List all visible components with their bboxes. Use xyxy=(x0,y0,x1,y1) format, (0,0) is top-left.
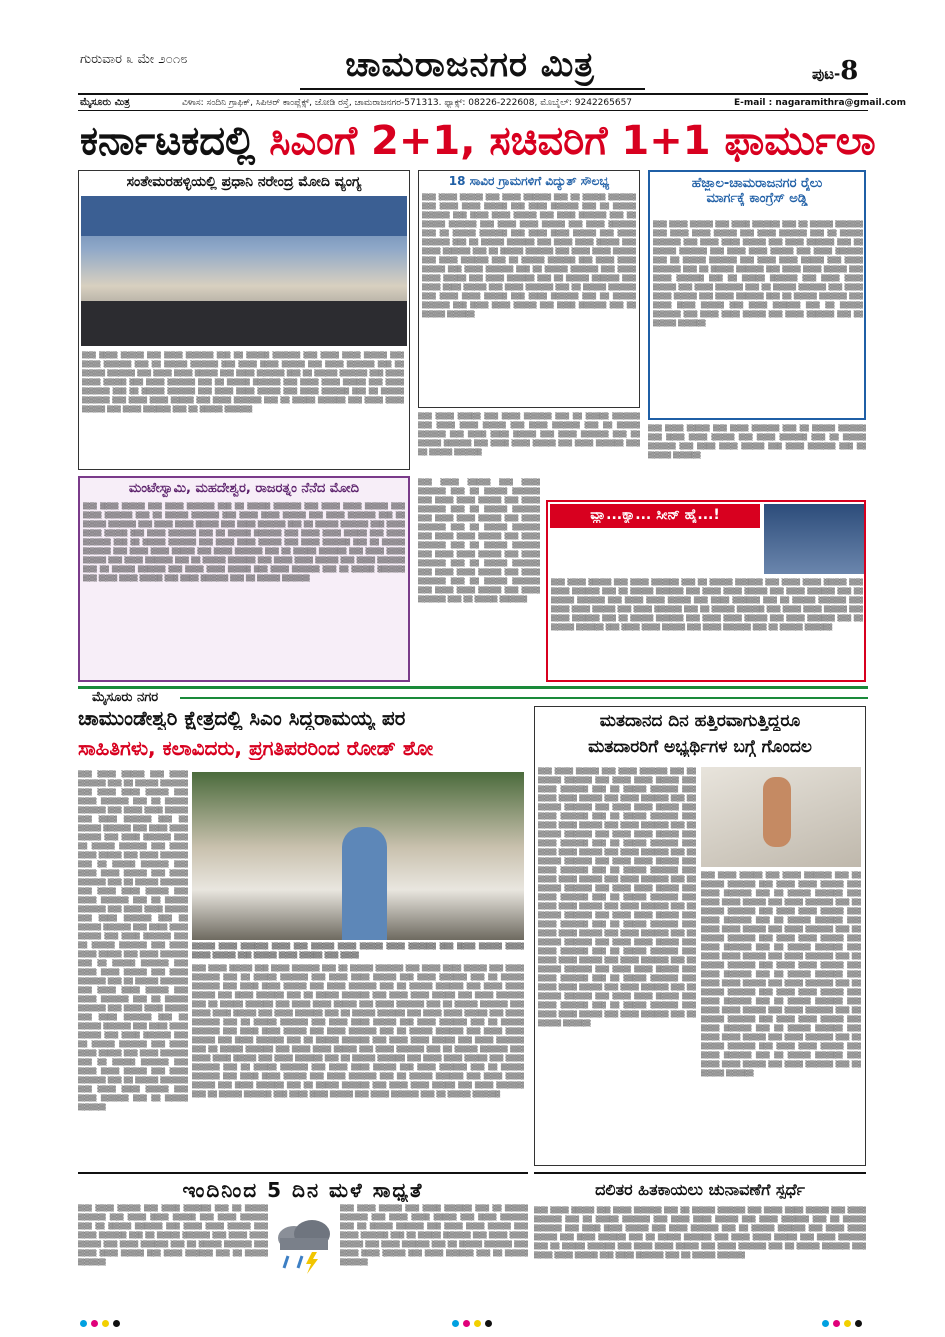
dalit-title: ದಲಿತರ ಹಿತಕಾಯಲು ಚುನಾವಣೆಗೆ ಸ್ಪರ್ಧೆ xyxy=(595,1180,805,1199)
railway-article xyxy=(648,170,866,420)
masthead-title: ಚಾಮರಾಜನಗರ ಮಿತ್ರ xyxy=(345,45,595,85)
page-label: ಪುಟ- xyxy=(812,65,841,83)
page-number xyxy=(812,56,858,86)
voters-article xyxy=(534,706,866,1166)
speaker-photo xyxy=(764,504,864,574)
magenta-dot xyxy=(91,1320,98,1327)
cyan-dot xyxy=(822,1320,829,1327)
yellow-dot xyxy=(102,1320,109,1327)
modi-article xyxy=(78,170,410,470)
stage-floor xyxy=(81,301,407,346)
info-left: ಮೈಸೂರು ಮಿತ್ರ xyxy=(80,97,130,108)
villages-article-body: ▒▒▒ ▒▒▒▒ ▒▒▒▒▒ ▒▒▒ ▒▒▒▒ ▒▒▒▒▒▒ ▒▒▒ ▒▒ ▒▒▒▒▒ ▒▒▒▒▒▒ ▒▒▒ ▒▒▒▒ ▒▒▒▒ ▒▒▒▒▒ ▒▒▒ ▒▒▒▒ ▒▒▒▒▒▒ ▒▒▒ ▒▒ ▒▒▒▒▒ ▒▒▒▒▒▒ ▒▒▒ ▒▒▒▒ ▒▒▒▒ ▒▒▒▒▒ ▒▒▒ ▒▒▒▒ ▒▒▒▒▒▒ ▒▒▒ ▒▒ ▒▒▒▒▒ ▒▒▒▒▒▒ ▒▒▒ ▒▒▒▒ ▒▒▒▒ ▒▒▒▒▒ ▒▒▒ ▒▒▒▒ ▒▒▒▒▒▒ ▒▒▒ ▒▒ ▒▒▒▒▒ ▒▒▒▒▒▒ ▒▒▒ ▒▒▒▒ ▒▒▒▒ ▒▒▒▒▒ ▒▒▒ ▒▒▒▒ ▒▒▒▒▒▒ ▒▒▒ ▒▒ ▒▒▒▒▒ ▒▒▒▒▒▒ ▒▒▒ ▒▒▒▒ ▒▒▒▒ ▒▒▒▒▒ ▒▒▒ ▒▒▒▒ ▒▒▒▒▒▒ ▒▒▒ ▒▒ ▒▒▒▒▒ ▒▒▒▒▒▒ ▒▒▒ ▒▒▒▒ ▒▒▒▒ ▒▒▒▒▒ ▒▒▒ ▒▒▒▒ ▒▒▒▒▒▒ ▒▒▒ ▒▒ ▒▒▒▒▒ ▒▒▒▒▒▒ ▒▒▒ ▒▒▒▒ ▒▒▒▒ ▒▒▒▒▒ ▒▒▒ ▒▒▒▒ ▒▒▒▒▒▒ ▒▒▒ ▒▒ ▒▒▒▒▒ ▒▒▒▒▒▒ ▒▒▒ ▒▒▒▒ ▒▒▒▒ ▒▒▒▒▒ ▒▒▒ ▒▒▒▒ ▒▒▒▒▒▒ ▒▒▒ ▒▒ ▒▒▒▒▒ ▒▒▒▒▒▒ ▒▒▒ ▒▒▒▒ ▒▒▒▒ ▒▒▒▒▒ ▒▒▒ ▒▒▒▒ ▒▒▒▒▒▒ ▒▒▒ ▒▒ ▒▒▒▒▒ ▒▒▒▒▒▒ ▒▒▒ ▒▒▒▒ ▒▒▒▒ ▒▒▒▒▒ ▒▒▒ ▒▒▒▒ ▒▒▒▒▒▒ ▒▒▒ ▒▒ ▒▒▒▒▒ ▒▒▒▒▒▒ ▒▒▒ ▒▒▒▒ ▒▒▒▒ ▒▒▒▒▒ ▒▒▒ ▒▒▒▒ ▒▒▒▒▒▒ ▒▒▒ ▒▒ ▒▒▒▒▒ ▒▒▒▒▒▒ xyxy=(422,194,636,318)
registration-marks-right xyxy=(820,1312,864,1331)
banner-headline xyxy=(80,118,876,164)
yellow-dot xyxy=(844,1320,851,1327)
section-label: ಮೈಸೂರು ನಗರ xyxy=(92,690,159,705)
railway-continuation: ▒▒▒ ▒▒▒▒ ▒▒▒▒▒ ▒▒▒ ▒▒▒▒ ▒▒▒▒▒▒ ▒▒▒ ▒▒ ▒▒▒▒▒ ▒▒▒▒▒▒ ▒▒▒ ▒▒▒▒ ▒▒▒▒ ▒▒▒▒▒ ▒▒▒ ▒▒▒▒ ▒▒▒▒▒▒ ▒▒▒ ▒▒ ▒▒▒▒▒ ▒▒▒▒▒▒ ▒▒▒ ▒▒▒▒ ▒▒▒▒ ▒▒▒▒▒ ▒▒▒ ▒▒▒▒ ▒▒▒▒▒▒ ▒▒▒ ▒▒ ▒▒▒▒▒ ▒▒▒▒▒▒ xyxy=(648,425,866,459)
voters-title-line1: ಮತದಾನದ ದಿನ ಹತ್ತಿರವಾಗುತ್ತಿದ್ದರೂ xyxy=(599,711,801,731)
stage-backdrop xyxy=(81,196,407,236)
wah-article-body: ▒▒▒ ▒▒▒▒ ▒▒▒▒▒ ▒▒▒ ▒▒▒▒ ▒▒▒▒▒▒ ▒▒▒ ▒▒ ▒▒▒▒▒ ▒▒▒▒▒▒ ▒▒▒ ▒▒▒▒ ▒▒▒▒ ▒▒▒▒▒ ▒▒▒ ▒▒▒▒ ▒▒▒▒▒▒ ▒▒▒ ▒▒ ▒▒▒▒▒ ▒▒▒▒▒▒ ▒▒▒ ▒▒▒▒ ▒▒▒▒ ▒▒▒▒▒ ▒▒▒ ▒▒▒▒ ▒▒▒▒▒▒ ▒▒▒ ▒▒ ▒▒▒▒▒ ▒▒▒▒▒▒ ▒▒▒ ▒▒▒▒ ▒▒▒▒ ▒▒▒▒▒ ▒▒▒ ▒▒▒▒ ▒▒▒▒▒▒ ▒▒▒ ▒▒ ▒▒▒▒▒ ▒▒▒▒▒▒ ▒▒▒ ▒▒▒▒ ▒▒▒▒ ▒▒▒▒▒ ▒▒▒ ▒▒▒▒ ▒▒▒▒▒▒ ▒▒▒ ▒▒ ▒▒▒▒▒ ▒▒▒▒▒▒ ▒▒▒ ▒▒▒▒ ▒▒▒▒ ▒▒▒▒▒ ▒▒▒ ▒▒▒▒ ▒▒▒▒▒▒ ▒▒▒ ▒▒ ▒▒▒▒▒ ▒▒▒▒▒▒ ▒▒▒ ▒▒▒▒ ▒▒▒▒ ▒▒▒▒▒ ▒▒▒ ▒▒▒▒ ▒▒▒▒▒▒ ▒▒▒ ▒▒ ▒▒▒▒▒ ▒▒▒▒▒▒ ▒▒▒ ▒▒▒▒ ▒▒▒▒ ▒▒▒▒▒ ▒▒▒ ▒▒▒▒ ▒▒▒▒▒▒ ▒▒▒ ▒▒ ▒▒▒▒▒ ▒▒▒▒▒▒ xyxy=(551,579,863,631)
evm-photo xyxy=(701,767,861,867)
rain-right-text: ▒▒▒ ▒▒▒▒ ▒▒▒▒▒ ▒▒▒ ▒▒▒▒ ▒▒▒▒▒▒ ▒▒▒ ▒▒ ▒▒▒▒▒ ▒▒▒▒▒▒ ▒▒▒ ▒▒▒▒ ▒▒▒▒ ▒▒▒▒▒ ▒▒▒ ▒▒▒▒ ▒▒▒▒▒▒ ▒▒▒ ▒▒ ▒▒▒▒▒ ▒▒▒▒▒▒ ▒▒▒ ▒▒▒▒ ▒▒▒▒ ▒▒▒▒▒ ▒▒▒ ▒▒▒▒ ▒▒▒▒▒▒ ▒▒▒ ▒▒ ▒▒▒▒▒ ▒▒▒▒▒▒ ▒▒▒ ▒▒▒▒ ▒▒▒▒ ▒▒▒▒▒ ▒▒▒ ▒▒▒▒ ▒▒▒▒▒▒ ▒▒▒ ▒▒ ▒▒▒▒▒ ▒▒▒▒▒▒ ▒▒▒ ▒▒▒▒ ▒▒▒▒ ▒▒▒▒▒ ▒▒▒ ▒▒▒▒ ▒▒▒▒▒▒ ▒▒▒ ▒▒ ▒▒▒▒▒ ▒▒▒▒▒▒ xyxy=(340,1205,528,1266)
railway-title-line1: ಹೆಜ್ಜಾಲ-ಚಾಮರಾಜನಗರ ರೈಲು xyxy=(691,176,823,191)
issue-date: ಗುರುವಾರ ೩ ಮೇ ೨೦೧೮ xyxy=(80,52,188,67)
cyan-dot xyxy=(452,1320,459,1327)
railway-title-line2: ಮಾರ್ಗಕ್ಕೆ ಕಾಂಗ್ರೆಸ್ ಅಡ್ಡಿ xyxy=(706,191,808,206)
dalit-article-body: ▒▒▒ ▒▒▒▒ ▒▒▒▒▒ ▒▒▒ ▒▒▒▒ ▒▒▒▒▒▒ ▒▒▒ ▒▒ ▒▒▒▒▒ ▒▒▒▒▒▒ ▒▒▒ ▒▒▒▒ ▒▒▒▒ ▒▒▒▒▒ ▒▒▒ ▒▒▒▒ ▒▒▒▒▒▒ ▒▒▒ ▒▒ ▒▒▒▒▒ ▒▒▒▒▒▒ ▒▒▒ ▒▒▒▒ ▒▒▒▒ ▒▒▒▒▒ ▒▒▒ ▒▒▒▒ ▒▒▒▒▒▒ ▒▒▒ ▒▒ ▒▒▒▒▒ ▒▒▒▒▒▒ ▒▒▒ ▒▒▒▒ ▒▒▒▒ ▒▒▒▒▒ ▒▒▒ ▒▒▒▒ ▒▒▒▒▒▒ ▒▒▒ ▒▒ ▒▒▒▒▒ ▒▒▒▒▒▒ ▒▒▒ ▒▒▒▒ ▒▒▒▒ ▒▒▒▒▒ ▒▒▒ ▒▒▒▒ ▒▒▒▒▒▒ ▒▒▒ ▒▒ ▒▒▒▒▒ ▒▒▒▒▒▒ ▒▒▒ ▒▒▒▒ ▒▒▒▒ ▒▒▒▒▒ ▒▒▒ ▒▒▒▒ ▒▒▒▒▒▒ ▒▒▒ ▒▒ ▒▒▒▒▒ ▒▒▒▒▒▒ ▒▒▒ ▒▒▒▒ ▒▒▒▒ ▒▒▒▒▒ ▒▒▒ ▒▒▒▒ ▒▒▒▒▒▒ ▒▒▒ ▒▒ ▒▒▒▒▒ ▒▒▒▒▒▒ ▒▒▒ ▒▒▒▒ ▒▒▒▒ ▒▒▒▒▒ ▒▒▒ ▒▒▒▒ ▒▒▒▒▒▒ ▒▒▒ ▒▒ ▒▒▒▒▒ ▒▒▒▒▒▒ xyxy=(534,1207,866,1259)
yellow-dot xyxy=(474,1320,481,1327)
section-rule-right xyxy=(180,697,868,699)
modi-rally-photo xyxy=(81,196,407,346)
black-dot xyxy=(485,1320,492,1327)
dalit-article xyxy=(534,1172,866,1302)
roadshow-title-line1: ಚಾಮುಂಡೇಶ್ವರಿ ಕ್ಷೇತ್ರದಲ್ಲಿ ಸಿಎಂ ಸಿದ್ದರಾಮಯ್ಯ ಪರ xyxy=(78,706,406,730)
registration-marks-left xyxy=(78,1312,122,1331)
banner-part2: ಸಿಎಂಗೆ 2+1, ಸಚಿವರಿಗೆ 1+1 ಫಾರ್ಮುಲಾ xyxy=(269,118,876,164)
voters-right-column: ▒▒▒ ▒▒▒▒ ▒▒▒▒▒ ▒▒▒ ▒▒▒▒ ▒▒▒▒▒▒ ▒▒▒ ▒▒ ▒▒▒▒▒ ▒▒▒▒▒▒ ▒▒▒ ▒▒▒▒ ▒▒▒▒ ▒▒▒▒▒ ▒▒▒ ▒▒▒▒ ▒▒▒▒▒▒ ▒▒▒ ▒▒ ▒▒▒▒▒ ▒▒▒▒▒▒ ▒▒▒ ▒▒▒▒ ▒▒▒▒ ▒▒▒▒▒ ▒▒▒ ▒▒▒▒ ▒▒▒▒▒▒ ▒▒▒ ▒▒ ▒▒▒▒▒ ▒▒▒▒▒▒ ▒▒▒ ▒▒▒▒ ▒▒▒▒ ▒▒▒▒▒ ▒▒▒ ▒▒▒▒ ▒▒▒▒▒▒ ▒▒▒ ▒▒ ▒▒▒▒▒ ▒▒▒▒▒▒ ▒▒▒ ▒▒▒▒ ▒▒▒▒ ▒▒▒▒▒ ▒▒▒ ▒▒▒▒ ▒▒▒▒▒▒ ▒▒▒ ▒▒ ▒▒▒▒▒ ▒▒▒▒▒▒ ▒▒▒ ▒▒▒▒ ▒▒▒▒ ▒▒▒▒▒ ▒▒▒ ▒▒▒▒ ▒▒▒▒▒▒ ▒▒▒ ▒▒ ▒▒▒▒▒ ▒▒▒▒▒▒ ▒▒▒ ▒▒▒▒ ▒▒▒▒ ▒▒▒▒▒ ▒▒▒ ▒▒▒▒ ▒▒▒▒▒▒ ▒▒▒ ▒▒ ▒▒▒▒▒ ▒▒▒▒▒▒ ▒▒▒ ▒▒▒▒ ▒▒▒▒ ▒▒▒▒▒ ▒▒▒ ▒▒▒▒ ▒▒▒▒▒▒ ▒▒▒ ▒▒ ▒▒▒▒▒ ▒▒▒▒▒▒ ▒▒▒ ▒▒▒▒ ▒▒▒▒ ▒▒▒▒▒ ▒▒▒ ▒▒▒▒ ▒▒▒▒▒▒ ▒▒▒ ▒▒ ▒▒▒▒▒ ▒▒▒▒▒▒ ▒▒▒ ▒▒▒▒ ▒▒▒▒ ▒▒▒▒▒ ▒▒▒ ▒▒▒▒ ▒▒▒▒▒▒ ▒▒▒ ▒▒ ▒▒▒▒▒ ▒▒▒▒▒▒ ▒▒▒ ▒▒▒▒ ▒▒▒▒ ▒▒▒▒▒ ▒▒▒ ▒▒▒▒ ▒▒▒▒▒▒ ▒▒▒ ▒▒ ▒▒▒▒▒ ▒▒▒▒▒▒ ▒▒▒ ▒▒▒▒ ▒▒▒▒ ▒▒▒▒▒ ▒▒▒ ▒▒▒▒ ▒▒▒▒▒▒ ▒▒▒ ▒▒ ▒▒▒▒▒ ▒▒▒▒▒▒ ▒▒▒ ▒▒▒▒ ▒▒▒▒ ▒▒▒▒▒ ▒▒▒ ▒▒▒▒ ▒▒▒▒▒▒ ▒▒▒ ▒▒ ▒▒▒▒▒ ▒▒▒▒▒▒ ▒▒▒ ▒▒▒▒ ▒▒▒▒ ▒▒▒▒▒ ▒▒▒ ▒▒▒▒ ▒▒▒▒▒▒ ▒▒▒ ▒▒ ▒▒▒▒▒ ▒▒▒▒▒▒ ▒▒▒ ▒▒▒▒ ▒▒▒▒ ▒▒▒▒▒ ▒▒▒ ▒▒▒▒ ▒▒▒▒▒▒ ▒▒▒ ▒▒ ▒▒▒▒▒ ▒▒▒▒▒▒ xyxy=(701,872,861,1077)
roadshow-headline xyxy=(78,706,528,766)
roadshow-title-line2: ಸಾಹಿತಿಗಳು, ಕಲಾವಿದರು, ಪ್ರಗತಿಪರರಿಂದ ರೋಡ್ ಶೋ xyxy=(78,736,434,760)
modi-article-body: ▒▒▒ ▒▒▒▒ ▒▒▒▒▒ ▒▒▒ ▒▒▒▒ ▒▒▒▒▒▒ ▒▒▒ ▒▒ ▒▒▒▒▒ ▒▒▒▒▒▒ ▒▒▒ ▒▒▒▒ ▒▒▒▒ ▒▒▒▒▒ ▒▒▒ ▒▒▒▒ ▒▒▒▒▒▒ ▒▒▒ ▒▒ ▒▒▒▒▒ ▒▒▒▒▒▒ ▒▒▒ ▒▒▒▒ ▒▒▒▒ ▒▒▒▒▒ ▒▒▒ ▒▒▒▒ ▒▒▒▒▒▒ ▒▒▒ ▒▒ ▒▒▒▒▒ ▒▒▒▒▒▒ ▒▒▒ ▒▒▒▒ ▒▒▒▒ ▒▒▒▒▒ ▒▒▒ ▒▒▒▒ ▒▒▒▒▒▒ ▒▒▒ ▒▒ ▒▒▒▒▒ ▒▒▒▒▒▒ ▒▒▒ ▒▒▒▒ ▒▒▒▒ ▒▒▒▒▒ ▒▒▒ ▒▒▒▒ ▒▒▒▒▒▒ ▒▒▒ ▒▒ ▒▒▒▒▒ ▒▒▒▒▒▒ ▒▒▒ ▒▒▒▒ ▒▒▒▒ ▒▒▒▒▒ ▒▒▒ ▒▒▒▒ ▒▒▒▒▒▒ ▒▒▒ ▒▒ ▒▒▒▒▒ ▒▒▒▒▒▒ ▒▒▒ ▒▒▒▒ ▒▒▒▒ ▒▒▒▒▒ ▒▒▒ ▒▒▒▒ ▒▒▒▒▒▒ ▒▒▒ ▒▒ ▒▒▒▒▒ ▒▒▒▒▒▒ ▒▒▒ ▒▒▒▒ ▒▒▒▒ ▒▒▒▒▒ ▒▒▒ ▒▒▒▒ ▒▒▒▒▒▒ ▒▒▒ ▒▒ ▒▒▒▒▒ ▒▒▒▒▒▒ ▒▒▒ ▒▒▒▒ ▒▒▒▒ ▒▒▒▒▒ ▒▒▒ ▒▒▒▒ ▒▒▒▒▒▒ ▒▒▒ ▒▒ ▒▒▒▒▒ ▒▒▒▒▒▒ xyxy=(82,352,404,413)
rain-left-text: ▒▒▒ ▒▒▒▒ ▒▒▒▒▒ ▒▒▒ ▒▒▒▒ ▒▒▒▒▒▒ ▒▒▒ ▒▒ ▒▒▒▒▒ ▒▒▒▒▒▒ ▒▒▒ ▒▒▒▒ ▒▒▒▒ ▒▒▒▒▒ ▒▒▒ ▒▒▒▒ ▒▒▒▒▒▒ ▒▒▒ ▒▒ ▒▒▒▒▒ ▒▒▒▒▒▒ ▒▒▒ ▒▒▒▒ ▒▒▒▒ ▒▒▒▒▒ ▒▒▒ ▒▒▒▒ ▒▒▒▒▒▒ ▒▒▒ ▒▒ ▒▒▒▒▒ ▒▒▒▒▒▒ ▒▒▒ ▒▒▒▒ ▒▒▒▒ ▒▒▒▒▒ ▒▒▒ ▒▒▒▒ ▒▒▒▒▒▒ ▒▒▒ ▒▒ ▒▒▒▒▒ ▒▒▒▒▒▒ ▒▒▒ ▒▒▒▒ ▒▒▒▒ ▒▒▒▒▒ ▒▒▒ ▒▒▒▒ ▒▒▒▒▒▒ ▒▒▒ ▒▒ ▒▒▒▒▒ ▒▒▒▒▒▒ xyxy=(78,1205,268,1266)
leaders-article-title: ಮಂಟೇಸ್ವಾಮಿ, ಮಹದೇಶ್ವರ, ರಾಜರತ್ನಂ ನೆನೆದ ಮೋದಿ xyxy=(128,481,360,496)
rain-title: ಇಂದಿನಿಂದ 5 ದಿನ ಮಳೆ ಸಾಧ್ಯತೆ xyxy=(182,1178,424,1202)
railway-article-body: ▒▒▒ ▒▒▒▒ ▒▒▒▒▒ ▒▒▒ ▒▒▒▒ ▒▒▒▒▒▒ ▒▒▒ ▒▒ ▒▒▒▒▒ ▒▒▒▒▒▒ ▒▒▒ ▒▒▒▒ ▒▒▒▒ ▒▒▒▒▒ ▒▒▒ ▒▒▒▒ ▒▒▒▒▒▒ ▒▒▒ ▒▒ ▒▒▒▒▒ ▒▒▒▒▒▒ ▒▒▒ ▒▒▒▒ ▒▒▒▒ ▒▒▒▒▒ ▒▒▒ ▒▒▒▒ ▒▒▒▒▒▒ ▒▒▒ ▒▒ ▒▒▒▒▒ ▒▒▒▒▒▒ ▒▒▒ ▒▒▒▒ ▒▒▒▒ ▒▒▒▒▒ ▒▒▒ ▒▒▒▒ ▒▒▒▒▒▒ ▒▒▒ ▒▒ ▒▒▒▒▒ ▒▒▒▒▒▒ ▒▒▒ ▒▒▒▒ ▒▒▒▒ ▒▒▒▒▒ ▒▒▒ ▒▒▒▒ ▒▒▒▒▒▒ ▒▒▒ ▒▒ ▒▒▒▒▒ ▒▒▒▒▒▒ ▒▒▒ ▒▒▒▒ ▒▒▒▒ ▒▒▒▒▒ ▒▒▒ ▒▒▒▒ ▒▒▒▒▒▒ ▒▒▒ ▒▒ ▒▒▒▒▒ ▒▒▒▒▒▒ ▒▒▒ ▒▒▒▒ ▒▒▒▒ ▒▒▒▒▒ ▒▒▒ ▒▒▒▒ ▒▒▒▒▒▒ ▒▒▒ ▒▒ ▒▒▒▒▒ ▒▒▒▒▒▒ ▒▒▒ ▒▒▒▒ ▒▒▒▒ ▒▒▒▒▒ ▒▒▒ ▒▒▒▒ ▒▒▒▒▒▒ ▒▒▒ ▒▒ ▒▒▒▒▒ ▒▒▒▒▒▒ ▒▒▒ ▒▒▒▒ ▒▒▒▒ ▒▒▒▒▒ ▒▒▒ ▒▒▒▒ ▒▒▒▒▒▒ ▒▒▒ ▒▒ ▒▒▒▒▒ ▒▒▒▒▒▒ ▒▒▒ ▒▒▒▒ ▒▒▒▒ ▒▒▒▒▒ ▒▒▒ ▒▒▒▒ ▒▒▒▒▒▒ ▒▒▒ ▒▒ ▒▒▒▒▒ ▒▒▒▒▒▒ xyxy=(653,221,863,327)
magenta-dot xyxy=(463,1320,470,1327)
info-address: ವಿಳಾಸ: ಸಂದಿನಿ ಗ್ರಾಫಿಕ್, ಸಿಪಿಆರ್ ಕಾಂಪ್ಲೆಕ್ಸ್, ಜೋಡಿ ರಸ್ತೆ, ಚಾಮರಾಜನಗರ-571313. ಫ್ಯಾಕ್ಸ್: 08226-222608, ಮೊಬೈಲ್: 9242265657 xyxy=(182,98,633,108)
middle-column-text: ▒▒▒ ▒▒▒▒ ▒▒▒▒▒ ▒▒▒ ▒▒▒▒ ▒▒▒▒▒▒ ▒▒▒ ▒▒ ▒▒▒▒▒ ▒▒▒▒▒▒ ▒▒▒ ▒▒▒▒ ▒▒▒▒ ▒▒▒▒▒ ▒▒▒ ▒▒▒▒ ▒▒▒▒▒▒ ▒▒▒ ▒▒ ▒▒▒▒▒ ▒▒▒▒▒▒ ▒▒▒ ▒▒▒▒ ▒▒▒▒ ▒▒▒▒▒ ▒▒▒ ▒▒▒▒ ▒▒▒▒▒▒ ▒▒▒ ▒▒ ▒▒▒▒▒ ▒▒▒▒▒▒ ▒▒▒ ▒▒▒▒ ▒▒▒▒ ▒▒▒▒▒ ▒▒▒ ▒▒▒▒ ▒▒▒▒▒▒ ▒▒▒ ▒▒ ▒▒▒▒▒ ▒▒▒▒▒▒ ▒▒▒ ▒▒▒▒ ▒▒▒▒ ▒▒▒▒▒ ▒▒▒ ▒▒▒▒ ▒▒▒▒▒▒ ▒▒▒ ▒▒ ▒▒▒▒▒ ▒▒▒▒▒▒ ▒▒▒ ▒▒▒▒ ▒▒▒▒ ▒▒▒▒▒ ▒▒▒ ▒▒▒▒ ▒▒▒▒▒▒ ▒▒▒ ▒▒ ▒▒▒▒▒ ▒▒▒▒▒▒ ▒▒▒ ▒▒▒▒ ▒▒▒▒ ▒▒▒▒▒ ▒▒▒ ▒▒▒▒ ▒▒▒▒▒▒ ▒▒▒ ▒▒ ▒▒▒▒▒ ▒▒▒▒▒▒ xyxy=(418,479,540,603)
roadshow-article-body: ▒▒▒ ▒▒▒▒ ▒▒▒▒▒ ▒▒▒ ▒▒▒▒ ▒▒▒▒▒▒ ▒▒▒ ▒▒ ▒▒▒▒▒ ▒▒▒▒▒▒ ▒▒▒ ▒▒▒▒ ▒▒▒▒ ▒▒▒▒▒ ▒▒▒ ▒▒▒▒ ▒▒▒▒▒▒ ▒▒▒ ▒▒ ▒▒▒▒▒ ▒▒▒▒▒▒ ▒▒▒ ▒▒▒▒ ▒▒▒▒ ▒▒▒▒▒ ▒▒▒ ▒▒▒▒ ▒▒▒▒▒▒ ▒▒▒ ▒▒ ▒▒▒▒▒ ▒▒▒▒▒▒ ▒▒▒ ▒▒▒▒ ▒▒▒▒ ▒▒▒▒▒ ▒▒▒ ▒▒▒▒ ▒▒▒▒▒▒ ▒▒▒ ▒▒ ▒▒▒▒▒ ▒▒▒▒▒▒ ▒▒▒ ▒▒▒▒ ▒▒▒▒ ▒▒▒▒▒ ▒▒▒ ▒▒▒▒ ▒▒▒▒▒▒ ▒▒▒ ▒▒ ▒▒▒▒▒ ▒▒▒▒▒▒ ▒▒▒ ▒▒▒▒ ▒▒▒▒ ▒▒▒▒▒ ▒▒▒ ▒▒▒▒ ▒▒▒▒▒▒ ▒▒▒ ▒▒ ▒▒▒▒▒ ▒▒▒▒▒▒ ▒▒▒ ▒▒▒▒ ▒▒▒▒ ▒▒▒▒▒ ▒▒▒ ▒▒▒▒ ▒▒▒▒▒▒ ▒▒▒ ▒▒ ▒▒▒▒▒ ▒▒▒▒▒▒ ▒▒▒ ▒▒▒▒ ▒▒▒▒ ▒▒▒▒▒ ▒▒▒ ▒▒▒▒ ▒▒▒▒▒▒ ▒▒▒ ▒▒ ▒▒▒▒▒ ▒▒▒▒▒▒ ▒▒▒ ▒▒▒▒ ▒▒▒▒ ▒▒▒▒▒ ▒▒▒ ▒▒▒▒ ▒▒▒▒▒▒ ▒▒▒ ▒▒ ▒▒▒▒▒ ▒▒▒▒▒▒ ▒▒▒ ▒▒▒▒ ▒▒▒▒ ▒▒▒▒▒ ▒▒▒ ▒▒▒▒ ▒▒▒▒▒▒ ▒▒▒ ▒▒ ▒▒▒▒▒ ▒▒▒▒▒▒ ▒▒▒ ▒▒▒▒ ▒▒▒▒ ▒▒▒▒▒ ▒▒▒ ▒▒▒▒ ▒▒▒▒▒▒ ▒▒▒ ▒▒ ▒▒▒▒▒ ▒▒▒▒▒▒ ▒▒▒ ▒▒▒▒ ▒▒▒▒ ▒▒▒▒▒ ▒▒▒ ▒▒▒▒ ▒▒▒▒▒▒ ▒▒▒ ▒▒ ▒▒▒▒▒ ▒▒▒▒▒▒ ▒▒▒ ▒▒▒▒ ▒▒▒▒ ▒▒▒▒▒ ▒▒▒ ▒▒▒▒ ▒▒▒▒▒▒ ▒▒▒ ▒▒ ▒▒▒▒▒ ▒▒▒▒▒▒ ▒▒▒ ▒▒▒▒ ▒▒▒▒ ▒▒▒▒▒ ▒▒▒ ▒▒▒▒ ▒▒▒▒▒▒ ▒▒▒ ▒▒ ▒▒▒▒▒ ▒▒▒▒▒▒ ▒▒▒ ▒▒▒▒ ▒▒▒▒ ▒▒▒▒▒ ▒▒▒ ▒▒▒▒ ▒▒▒▒▒▒ ▒▒▒ ▒▒ ▒▒▒▒▒ ▒▒▒▒▒▒ ▒▒▒ ▒▒▒▒ ▒▒▒▒ ▒▒▒▒▒ ▒▒▒ ▒▒▒▒ ▒▒▒▒▒▒ ▒▒▒ ▒▒ ▒▒▒▒▒ ▒▒▒▒▒▒ ▒▒▒ ▒▒▒▒ ▒▒▒▒ ▒▒▒▒▒ ▒▒▒ ▒▒▒▒ ▒▒▒▒▒▒ ▒▒▒ ▒▒ ▒▒▒▒▒ ▒▒▒▒▒▒ ▒▒▒ ▒▒▒▒ ▒▒▒▒ ▒▒▒▒▒ ▒▒▒ ▒▒▒▒ ▒▒▒▒▒▒ ▒▒▒ ▒▒ ▒▒▒▒▒ ▒▒▒▒▒▒ ▒▒▒ ▒▒▒▒ ▒▒▒▒ ▒▒▒▒▒ ▒▒▒ ▒▒▒▒ ▒▒▒▒▒▒ ▒▒▒ ▒▒ ▒▒▒▒▒ ▒▒▒▒▒▒ ▒▒▒ ▒▒▒▒ ▒▒▒▒ ▒▒▒▒▒ ▒▒▒ ▒▒▒▒ ▒▒▒▒▒▒ ▒▒▒ ▒▒ ▒▒▒▒▒ ▒▒▒▒▒▒ ▒▒▒ ▒▒▒▒ ▒▒▒▒ ▒▒▒▒▒ ▒▒▒ ▒▒▒▒ ▒▒▒▒▒▒ ▒▒▒ ▒▒ ▒▒▒▒▒ ▒▒▒▒▒▒ xyxy=(192,965,524,1098)
leaders-article xyxy=(78,476,410,682)
roadshow-photo-caption: ▒▒▒▒▒ ▒▒▒▒ ▒▒▒▒▒▒ ▒▒▒▒ ▒▒▒ ▒▒▒▒▒ ▒▒▒▒ ▒▒▒▒▒ ▒▒▒▒ ▒▒▒▒▒▒ ▒▒▒ ▒▒▒▒ ▒▒▒▒▒ ▒▒▒▒ ▒▒▒▒ ▒▒▒▒▒ ▒▒▒ ▒▒▒▒▒ ▒▒▒▒ ▒▒▒▒▒ ▒▒▒ ▒▒▒▒ xyxy=(192,943,524,959)
voters-title-line2: ಮತದಾರರಿಗೆ ಅಭ್ಯರ್ಥಿಗಳ ಬಗ್ಗೆ ಗೊಂದಲ xyxy=(588,737,812,757)
wah-title-bar xyxy=(550,504,760,528)
magenta-dot xyxy=(833,1320,840,1327)
section-rule-top xyxy=(78,686,868,689)
roadshow-photo xyxy=(192,772,524,940)
villages-article-title: 18 ಸಾವಿರ ಗ್ರಾಮಗಳಿಗೆ ವಿದ್ಯುತ್ ಸೌಲಭ್ಯ xyxy=(448,174,610,188)
rain-cloud-icon xyxy=(272,1214,336,1274)
banner-part1: ಕರ್ನಾಟಕದಲ್ಲಿ xyxy=(80,118,256,164)
page-number-value: 8 xyxy=(840,56,859,86)
header-rule xyxy=(78,93,868,95)
villages-article xyxy=(418,170,640,408)
black-dot xyxy=(855,1320,862,1327)
voters-left-column: ▒▒▒ ▒▒▒▒ ▒▒▒▒▒ ▒▒▒ ▒▒▒▒ ▒▒▒▒▒▒ ▒▒▒ ▒▒ ▒▒▒▒▒ ▒▒▒▒▒▒ ▒▒▒ ▒▒▒▒ ▒▒▒▒ ▒▒▒▒▒ ▒▒▒ ▒▒▒▒ ▒▒▒▒▒▒ ▒▒▒ ▒▒ ▒▒▒▒▒ ▒▒▒▒▒▒ ▒▒▒ ▒▒▒▒ ▒▒▒▒ ▒▒▒▒▒ ▒▒▒ ▒▒▒▒ ▒▒▒▒▒▒ ▒▒▒ ▒▒ ▒▒▒▒▒ ▒▒▒▒▒▒ ▒▒▒ ▒▒▒▒ ▒▒▒▒ ▒▒▒▒▒ ▒▒▒ ▒▒▒▒ ▒▒▒▒▒▒ ▒▒▒ ▒▒ ▒▒▒▒▒ ▒▒▒▒▒▒ ▒▒▒ ▒▒▒▒ ▒▒▒▒ ▒▒▒▒▒ ▒▒▒ ▒▒▒▒ ▒▒▒▒▒▒ ▒▒▒ ▒▒ ▒▒▒▒▒ ▒▒▒▒▒▒ ▒▒▒ ▒▒▒▒ ▒▒▒▒ ▒▒▒▒▒ ▒▒▒ ▒▒▒▒ ▒▒▒▒▒▒ ▒▒▒ ▒▒ ▒▒▒▒▒ ▒▒▒▒▒▒ ▒▒▒ ▒▒▒▒ ▒▒▒▒ ▒▒▒▒▒ ▒▒▒ ▒▒▒▒ ▒▒▒▒▒▒ ▒▒▒ ▒▒ ▒▒▒▒▒ ▒▒▒▒▒▒ ▒▒▒ ▒▒▒▒ ▒▒▒▒ ▒▒▒▒▒ ▒▒▒ ▒▒▒▒ ▒▒▒▒▒▒ ▒▒▒ ▒▒ ▒▒▒▒▒ ▒▒▒▒▒▒ ▒▒▒ ▒▒▒▒ ▒▒▒▒ ▒▒▒▒▒ ▒▒▒ ▒▒▒▒ ▒▒▒▒▒▒ ▒▒▒ ▒▒ ▒▒▒▒▒ ▒▒▒▒▒▒ ▒▒▒ ▒▒▒▒ ▒▒▒▒ ▒▒▒▒▒ ▒▒▒ ▒▒▒▒ ▒▒▒▒▒▒ ▒▒▒ ▒▒ ▒▒▒▒▒ ▒▒▒▒▒▒ ▒▒▒ ▒▒▒▒ ▒▒▒▒ ▒▒▒▒▒ ▒▒▒ ▒▒▒▒ ▒▒▒▒▒▒ ▒▒▒ ▒▒ ▒▒▒▒▒ ▒▒▒▒▒▒ ▒▒▒ ▒▒▒▒ ▒▒▒▒ ▒▒▒▒▒ ▒▒▒ ▒▒▒▒ ▒▒▒▒▒▒ ▒▒▒ ▒▒ ▒▒▒▒▒ ▒▒▒▒▒▒ ▒▒▒ ▒▒▒▒ ▒▒▒▒ ▒▒▒▒▒ ▒▒▒ ▒▒▒▒ ▒▒▒▒▒▒ ▒▒▒ ▒▒ ▒▒▒▒▒ ▒▒▒▒▒▒ ▒▒▒ ▒▒▒▒ ▒▒▒▒ ▒▒▒▒▒ ▒▒▒ ▒▒▒▒ ▒▒▒▒▒▒ ▒▒▒ ▒▒ ▒▒▒▒▒ ▒▒▒▒▒▒ ▒▒▒ ▒▒▒▒ ▒▒▒▒ ▒▒▒▒▒ ▒▒▒ ▒▒▒▒ ▒▒▒▒▒▒ ▒▒▒ ▒▒ ▒▒▒▒▒ ▒▒▒▒▒▒ ▒▒▒ ▒▒▒▒ ▒▒▒▒ ▒▒▒▒▒ ▒▒▒ ▒▒▒▒ ▒▒▒▒▒▒ ▒▒▒ ▒▒ ▒▒▒▒▒ ▒▒▒▒▒▒ ▒▒▒ ▒▒▒▒ ▒▒▒▒ ▒▒▒▒▒ ▒▒▒ ▒▒▒▒ ▒▒▒▒▒▒ ▒▒▒ ▒▒ ▒▒▒▒▒ ▒▒▒▒▒▒ ▒▒▒ ▒▒▒▒ ▒▒▒▒ ▒▒▒▒▒ ▒▒▒ ▒▒▒▒ ▒▒▒▒▒▒ ▒▒▒ ▒▒ ▒▒▒▒▒ ▒▒▒▒▒▒ ▒▒▒ ▒▒▒▒ ▒▒▒▒ ▒▒▒▒▒ ▒▒▒ ▒▒▒▒ ▒▒▒▒▒▒ ▒▒▒ ▒▒ ▒▒▒▒▒ ▒▒▒▒▒▒ xyxy=(538,768,696,1027)
rain-article xyxy=(78,1172,528,1302)
modi-article-title: ಸಂತೇಮರಹಳ್ಳಿಯಲ್ಲಿ ಪ್ರಧಾನಿ ನರೇಂದ್ರ ಮೋದಿ ವ್ಯಂಗ್ಯ xyxy=(126,174,362,190)
wah-article xyxy=(546,500,866,682)
registration-marks-center xyxy=(450,1312,494,1331)
masthead-rule xyxy=(300,88,645,90)
photo-figure-center xyxy=(342,827,387,940)
info-email: E-mail : nagaramithra@gmail.com xyxy=(734,98,906,108)
black-dot xyxy=(113,1320,120,1327)
villages-continuation: ▒▒▒ ▒▒▒▒ ▒▒▒▒▒ ▒▒▒ ▒▒▒▒ ▒▒▒▒▒▒ ▒▒▒ ▒▒ ▒▒▒▒▒ ▒▒▒▒▒▒ ▒▒▒ ▒▒▒▒ ▒▒▒▒ ▒▒▒▒▒ ▒▒▒ ▒▒▒▒ ▒▒▒▒▒▒ ▒▒▒ ▒▒ ▒▒▒▒▒ ▒▒▒▒▒▒ ▒▒▒ ▒▒▒▒ ▒▒▒▒ ▒▒▒▒▒ ▒▒▒ ▒▒▒▒ ▒▒▒▒▒▒ ▒▒▒ ▒▒ ▒▒▒▒▒ ▒▒▒▒▒▒ ▒▒▒ ▒▒▒▒ ▒▒▒▒ ▒▒▒▒▒ ▒▒▒ ▒▒▒▒ ▒▒▒▒▒▒ ▒▒▒ ▒▒ ▒▒▒▒▒ ▒▒▒▒▒▒ xyxy=(418,413,640,456)
info-rule xyxy=(78,110,868,111)
wah-title: ವ್ಹಾ...ಕ್ಯಾ... ಸೀನ್ ಹೈ...! xyxy=(590,507,720,523)
cyan-dot xyxy=(80,1320,87,1327)
finger-shape xyxy=(763,777,791,847)
roadshow-left-column: ▒▒▒ ▒▒▒▒ ▒▒▒▒▒ ▒▒▒ ▒▒▒▒ ▒▒▒▒▒▒ ▒▒▒ ▒▒ ▒▒▒▒▒ ▒▒▒▒▒▒ ▒▒▒ ▒▒▒▒ ▒▒▒▒ ▒▒▒▒▒ ▒▒▒ ▒▒▒▒ ▒▒▒▒▒▒ ▒▒▒ ▒▒ ▒▒▒▒▒ ▒▒▒▒▒▒ ▒▒▒ ▒▒▒▒ ▒▒▒▒ ▒▒▒▒▒ ▒▒▒ ▒▒▒▒ ▒▒▒▒▒▒ ▒▒▒ ▒▒ ▒▒▒▒▒ ▒▒▒▒▒▒ ▒▒▒ ▒▒▒▒ ▒▒▒▒ ▒▒▒▒▒ ▒▒▒ ▒▒▒▒ ▒▒▒▒▒▒ ▒▒▒ ▒▒ ▒▒▒▒▒ ▒▒▒▒▒▒ ▒▒▒ ▒▒▒▒ ▒▒▒▒ ▒▒▒▒▒ ▒▒▒ ▒▒▒▒ ▒▒▒▒▒▒ ▒▒▒ ▒▒ ▒▒▒▒▒ ▒▒▒▒▒▒ ▒▒▒ ▒▒▒▒ ▒▒▒▒ ▒▒▒▒▒ ▒▒▒ ▒▒▒▒ ▒▒▒▒▒▒ ▒▒▒ ▒▒ ▒▒▒▒▒ ▒▒▒▒▒▒ ▒▒▒ ▒▒▒▒ ▒▒▒▒ ▒▒▒▒▒ ▒▒▒ ▒▒▒▒ ▒▒▒▒▒▒ ▒▒▒ ▒▒ ▒▒▒▒▒ ▒▒▒▒▒▒ ▒▒▒ ▒▒▒▒ ▒▒▒▒ ▒▒▒▒▒ ▒▒▒ ▒▒▒▒ ▒▒▒▒▒▒ ▒▒▒ ▒▒ ▒▒▒▒▒ ▒▒▒▒▒▒ ▒▒▒ ▒▒▒▒ ▒▒▒▒ ▒▒▒▒▒ ▒▒▒ ▒▒▒▒ ▒▒▒▒▒▒ ▒▒▒ ▒▒ ▒▒▒▒▒ ▒▒▒▒▒▒ ▒▒▒ ▒▒▒▒ ▒▒▒▒ ▒▒▒▒▒ ▒▒▒ ▒▒▒▒ ▒▒▒▒▒▒ ▒▒▒ ▒▒ ▒▒▒▒▒ ▒▒▒▒▒▒ ▒▒▒ ▒▒▒▒ ▒▒▒▒ ▒▒▒▒▒ ▒▒▒ ▒▒▒▒ ▒▒▒▒▒▒ ▒▒▒ ▒▒ ▒▒▒▒▒ ▒▒▒▒▒▒ ▒▒▒ ▒▒▒▒ ▒▒▒▒ ▒▒▒▒▒ ▒▒▒ ▒▒▒▒ ▒▒▒▒▒▒ ▒▒▒ ▒▒ ▒▒▒▒▒ ▒▒▒▒▒▒ ▒▒▒ ▒▒▒▒ ▒▒▒▒ ▒▒▒▒▒ ▒▒▒ ▒▒▒▒ ▒▒▒▒▒▒ ▒▒▒ ▒▒ ▒▒▒▒▒ ▒▒▒▒▒▒ ▒▒▒ ▒▒▒▒ ▒▒▒▒ ▒▒▒▒▒ ▒▒▒ ▒▒▒▒ ▒▒▒▒▒▒ ▒▒▒ ▒▒ ▒▒▒▒▒ ▒▒▒▒▒▒ ▒▒▒ ▒▒▒▒ ▒▒▒▒ ▒▒▒▒▒ ▒▒▒ ▒▒▒▒ ▒▒▒▒▒▒ ▒▒▒ ▒▒ ▒▒▒▒▒ ▒▒▒▒▒▒ ▒▒▒ ▒▒▒▒ ▒▒▒▒ ▒▒▒▒▒ ▒▒▒ ▒▒▒▒ ▒▒▒▒▒▒ ▒▒▒ ▒▒ ▒▒▒▒▒ ▒▒▒▒▒▒ ▒▒▒ ▒▒▒▒ ▒▒▒▒ ▒▒▒▒▒ ▒▒▒ ▒▒▒▒ ▒▒▒▒▒▒ ▒▒▒ ▒▒ ▒▒▒▒▒ ▒▒▒▒▒▒ xyxy=(78,771,188,1111)
leaders-article-body: ▒▒▒ ▒▒▒▒ ▒▒▒▒▒ ▒▒▒ ▒▒▒▒ ▒▒▒▒▒▒ ▒▒▒ ▒▒ ▒▒▒▒▒ ▒▒▒▒▒▒ ▒▒▒ ▒▒▒▒ ▒▒▒▒ ▒▒▒▒▒ ▒▒▒ ▒▒▒▒ ▒▒▒▒▒▒ ▒▒▒ ▒▒ ▒▒▒▒▒ ▒▒▒▒▒▒ ▒▒▒ ▒▒▒▒ ▒▒▒▒ ▒▒▒▒▒ ▒▒▒ ▒▒▒▒ ▒▒▒▒▒▒ ▒▒▒ ▒▒ ▒▒▒▒▒ ▒▒▒▒▒▒ ▒▒▒ ▒▒▒▒ ▒▒▒▒ ▒▒▒▒▒ ▒▒▒ ▒▒▒▒ ▒▒▒▒▒▒ ▒▒▒ ▒▒ ▒▒▒▒▒ ▒▒▒▒▒▒ ▒▒▒ ▒▒▒▒ ▒▒▒▒ ▒▒▒▒▒ ▒▒▒ ▒▒▒▒ ▒▒▒▒▒▒ ▒▒▒ ▒▒ ▒▒▒▒▒ ▒▒▒▒▒▒ ▒▒▒ ▒▒▒▒ ▒▒▒▒ ▒▒▒▒▒ ▒▒▒ ▒▒▒▒ ▒▒▒▒▒▒ ▒▒▒ ▒▒ ▒▒▒▒▒ ▒▒▒▒▒▒ ▒▒▒ ▒▒▒▒ ▒▒▒▒ ▒▒▒▒▒ ▒▒▒ ▒▒▒▒ ▒▒▒▒▒▒ ▒▒▒ ▒▒ ▒▒▒▒▒ ▒▒▒▒▒▒ ▒▒▒ ▒▒▒▒ ▒▒▒▒ ▒▒▒▒▒ ▒▒▒ ▒▒▒▒ ▒▒▒▒▒▒ ▒▒▒ ▒▒ ▒▒▒▒▒ ▒▒▒▒▒▒ ▒▒▒ ▒▒▒▒ ▒▒▒▒ ▒▒▒▒▒ ▒▒▒ ▒▒▒▒ ▒▒▒▒▒▒ ▒▒▒ ▒▒ ▒▒▒▒▒ ▒▒▒▒▒▒ ▒▒▒ ▒▒▒▒ ▒▒▒▒ ▒▒▒▒▒ ▒▒▒ ▒▒▒▒ ▒▒▒▒▒▒ ▒▒▒ ▒▒ ▒▒▒▒▒ ▒▒▒▒▒▒ ▒▒▒ ▒▒▒▒ ▒▒▒▒ ▒▒▒▒▒ ▒▒▒ ▒▒▒▒ ▒▒▒▒▒▒ ▒▒▒ ▒▒ ▒▒▒▒▒ ▒▒▒▒▒▒ ▒▒▒ ▒▒▒▒ ▒▒▒▒ ▒▒▒▒▒ ▒▒▒ ▒▒▒▒ ▒▒▒▒▒▒ ▒▒▒ ▒▒ ▒▒▒▒▒ ▒▒▒▒▒▒ xyxy=(83,503,405,582)
